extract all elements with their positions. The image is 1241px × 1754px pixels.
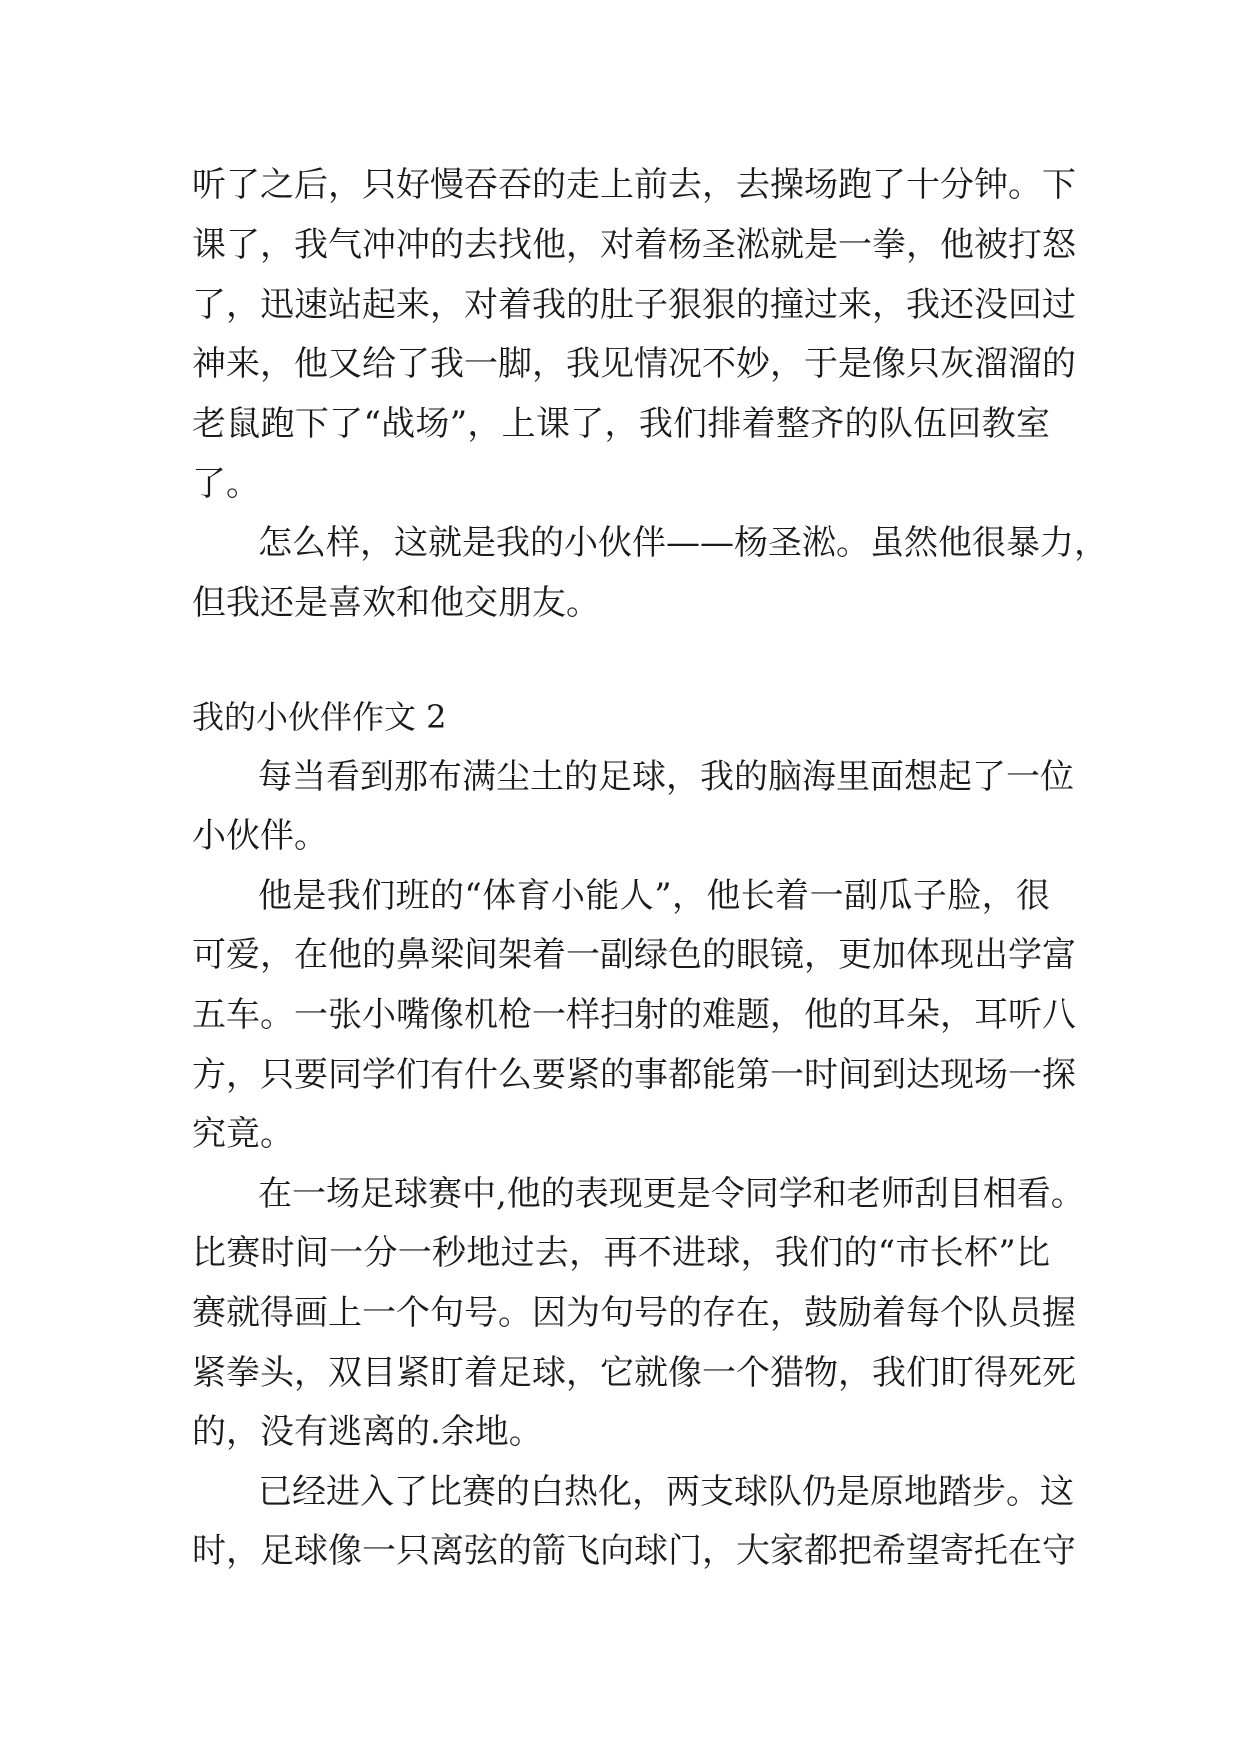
text-line: 五车。一张小嘴像机枪一样扫射的难题，他的耳朵，耳听八 [192,995,1076,1035]
text-line: 课了，我气冲冲的去找他，对着杨圣淞就是一拳，他被打怒 [192,225,1076,265]
text-line: 怎么样，这就是我的小伙伴——杨圣淞。虽然他很暴力， [258,523,1108,563]
text-line: 每当看到那布满尘土的足球，我的脑海里面想起了一位 [258,757,1074,797]
text-line: 的，没有逃离的.余地。 [192,1412,543,1452]
section-heading: 我的小伙伴作文 2 [192,698,447,736]
text-line: 可爱，在他的鼻梁间架着一副绿色的眼镜，更加体现出学富 [192,935,1076,975]
text-line: 已经进入了比赛的白热化，两支球队仍是原地踏步。这 [258,1472,1074,1512]
text-line: 听了之后，只好慢吞吞的走上前去，去操场跑了十分钟。下 [192,165,1076,205]
text-line: 小伙伴。 [192,816,328,856]
text-line: 赛就得画上一个句号。因为句号的存在，鼓励着每个队员握 [192,1293,1076,1333]
text-line: 在一场足球赛中,他的表现更是令同学和老师刮目相看。 [258,1174,1085,1214]
text-line: 时，足球像一只离弦的箭飞向球门，大家都把希望寄托在守 [192,1531,1076,1571]
text-line: 老鼠跑下了“战场”，上课了，我们排着整齐的队伍回教室 [192,404,1050,444]
text-line: 究竟。 [192,1114,294,1154]
text-line: 了。 [192,464,260,504]
text-line: 但我还是喜欢和他交朋友。 [192,583,600,623]
text-line: 紧拳头，双目紧盯着足球，它就像一个猎物，我们盯得死死 [192,1353,1076,1393]
text-line: 方，只要同学们有什么要紧的事都能第一时间到达现场一探 [192,1055,1076,1095]
text-line: 他是我们班的“体育小能人”，他长着一副瓜子脸，很 [258,876,1050,916]
text-line: 了，迅速站起来，对着我的肚子狠狠的撞过来，我还没回过 [192,285,1076,325]
text-line: 比赛时间一分一秒地过去，再不进球，我们的“市长杯”比 [192,1233,1050,1273]
text-line: 神来，他又给了我一脚，我见情况不妙，于是像只灰溜溜的 [192,344,1076,384]
